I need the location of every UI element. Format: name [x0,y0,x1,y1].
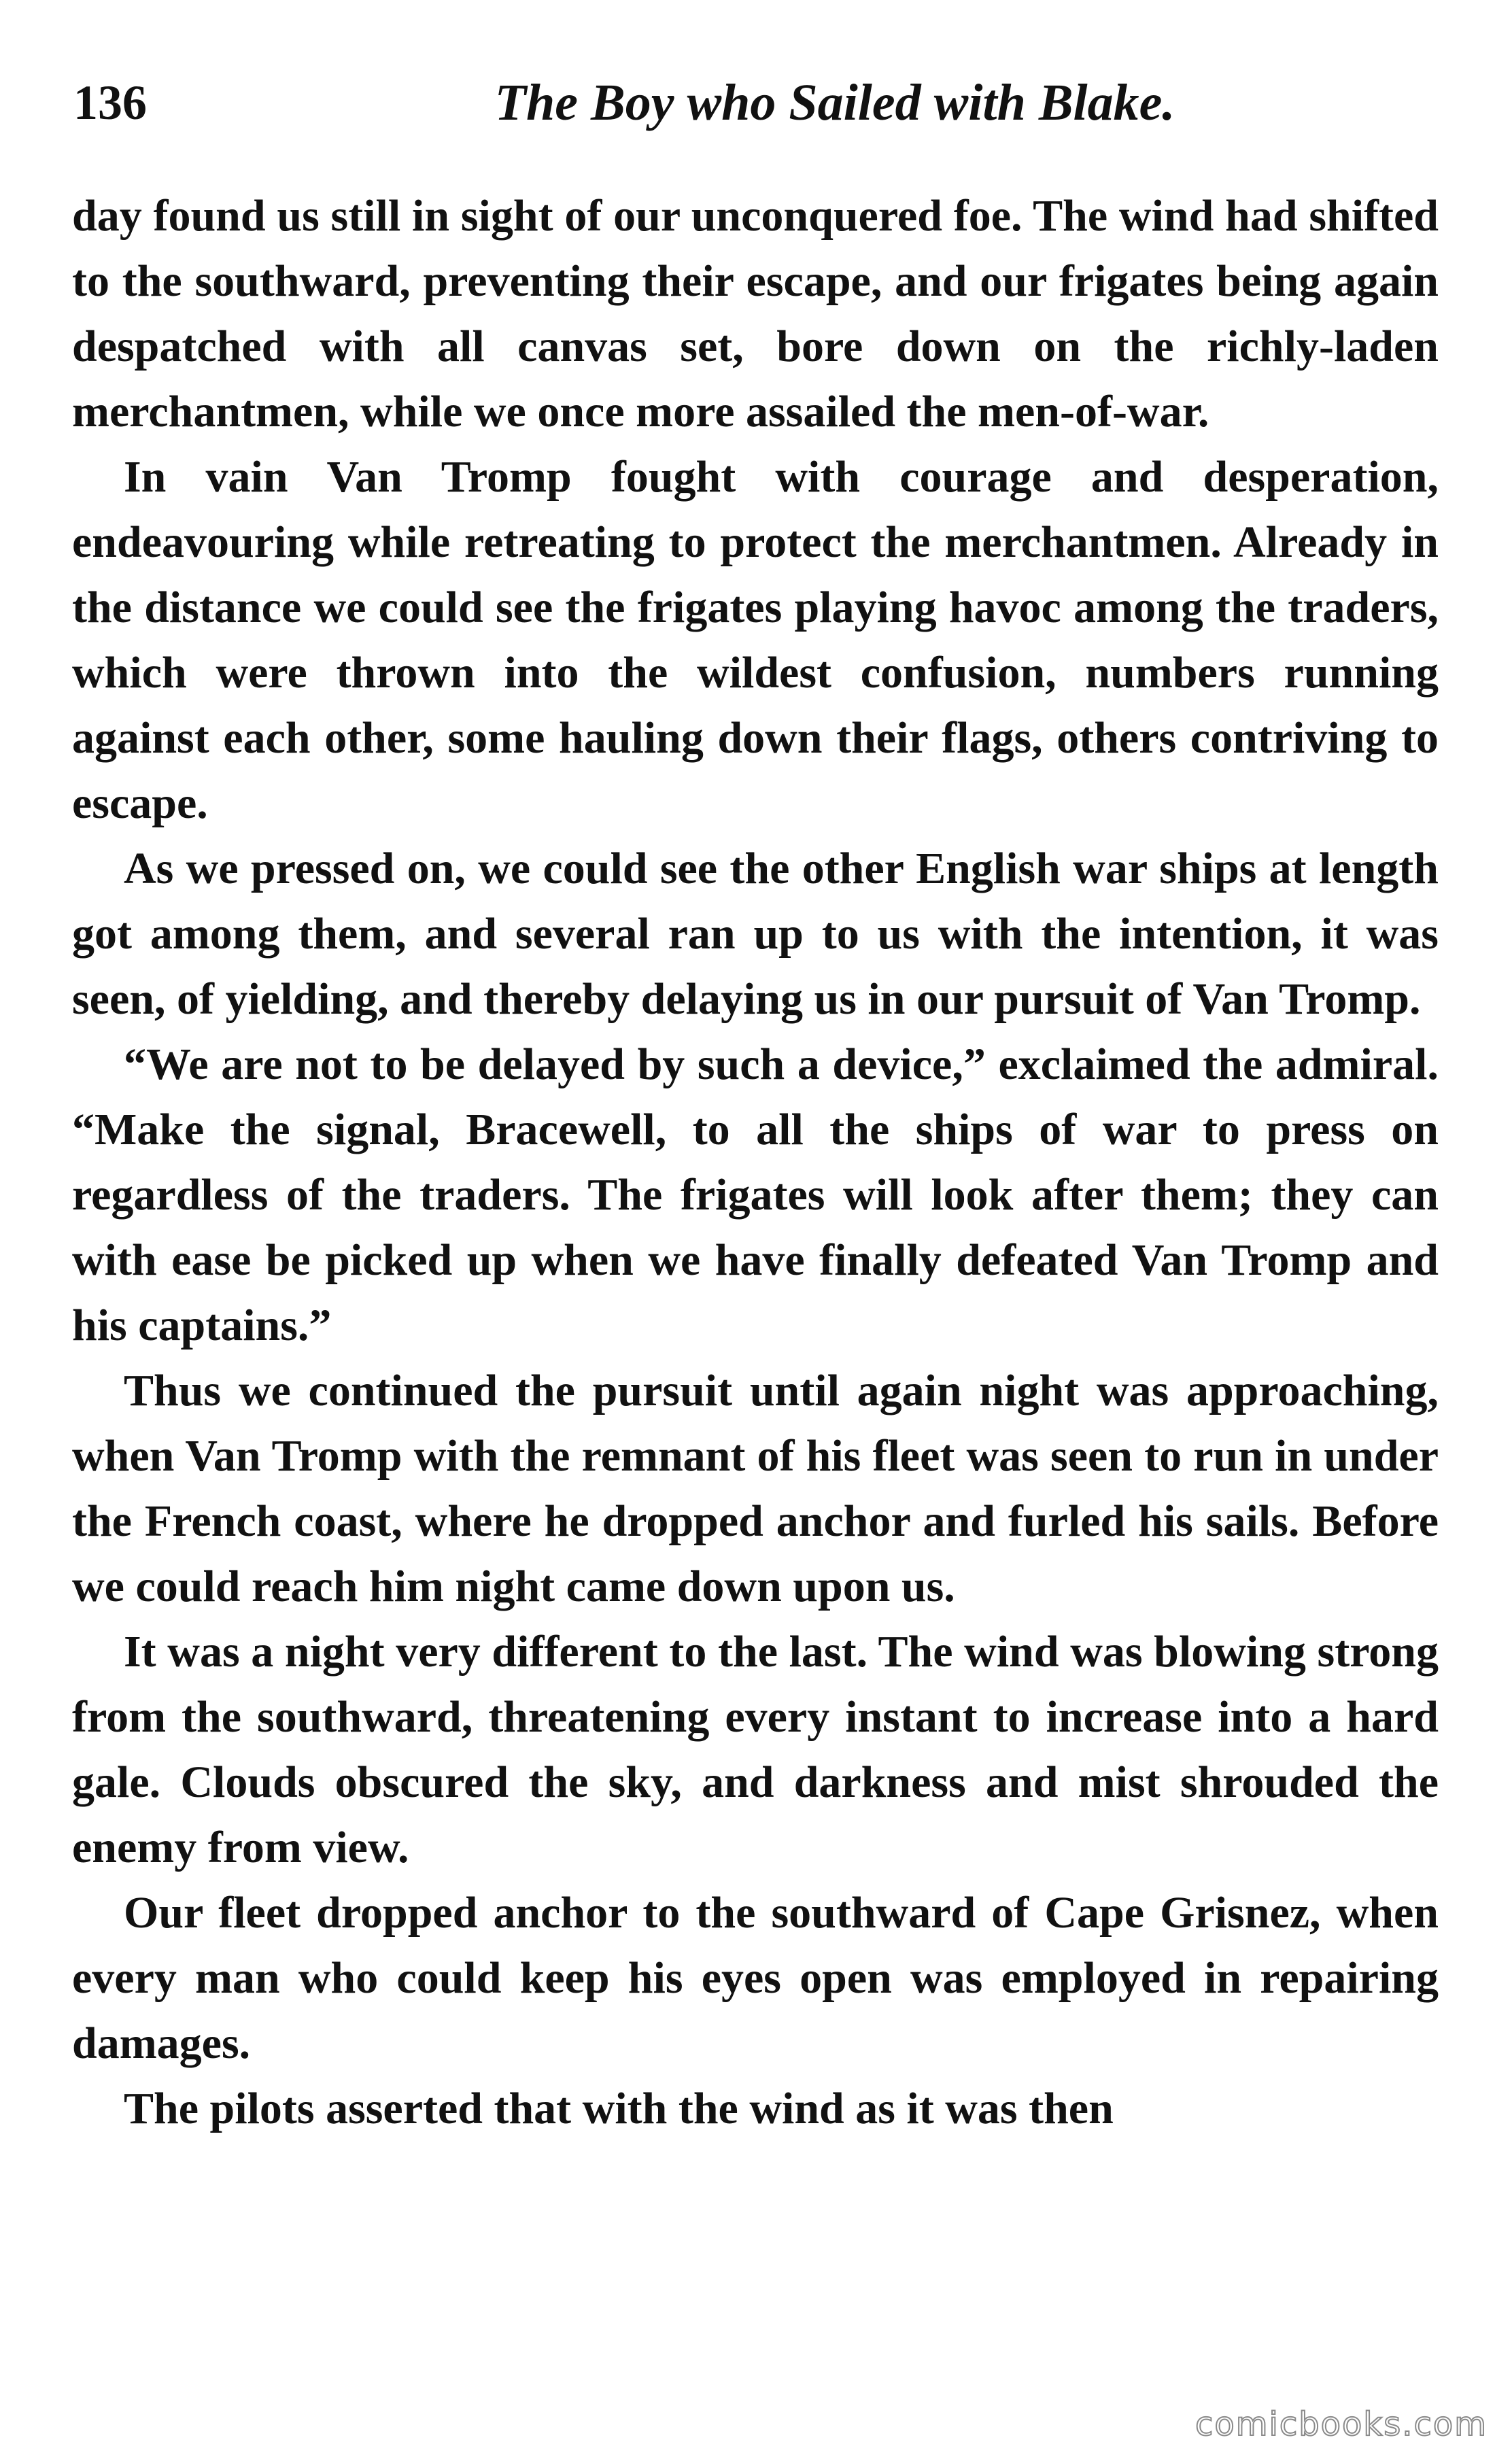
page-number: 136 [73,75,147,130]
running-title: The Boy who Sailed with Blake. [494,74,1175,131]
body-text [72,184,1439,2142]
paragraph-7: Our fleet dropped anchor to the southward of Cape Grisnez, when every man who could keep his eyes open was employed in repairing damages. [72,1888,1439,2068]
paragraph-4: “We are not to be delayed by such a device,” exclaimed the admiral. “Make the signal, Bracewell, to all the ships of war to press on regardless of the traders. The frigates will look after them; they can with ease be picked up when we have finally defeated Van Tromp and his captains.” [72,1040,1439,1350]
paragraph-6: It was a night very different to the last. The wind was blowing strong from the southward, threatening every instant to increase into a hard gale. Clouds obscured the sky, and darkness and mist shrouded the enemy from view. [72,1627,1439,1872]
paragraph-1: day found us still in sight of our unconquered foe. The wind had shifted to the southward, preventing their escape, and our frigates being again despatched with all canvas set, bore down on the richly-laden merchantmen, while we once more assailed the men-of-war. [72,191,1439,436]
paragraph-5: Thus we continued the pursuit until again night was approaching, when Van Tromp with the remnant of his fleet was seen to run in under the French coast, where he dropped anchor and furled his sails. Before we could reach him night came down upon us. [72,1366,1439,1611]
paragraph-3: As we pressed on, we could see the other English war ships at length got among them, and several ran up to us with the intention, it was seen, of yielding, and thereby delaying us in our pursuit of Van Tromp. [72,844,1439,1024]
paragraph-8: The pilots asserted that with the wind as it was then [124,2084,1114,2133]
watermark-text: comicbooks.com [1195,2405,1488,2443]
page-header [73,65,1460,140]
paragraph-2: In vain Van Tromp fought with courage and desperation, endeavouring while retreating to protect the merchantmen. Already in the distance we could see the frigates playing havoc among the traders, which were thrown into the wildest confusion, numbers running against each other, some hauling down their flags, others contriving to escape. [72,452,1439,828]
